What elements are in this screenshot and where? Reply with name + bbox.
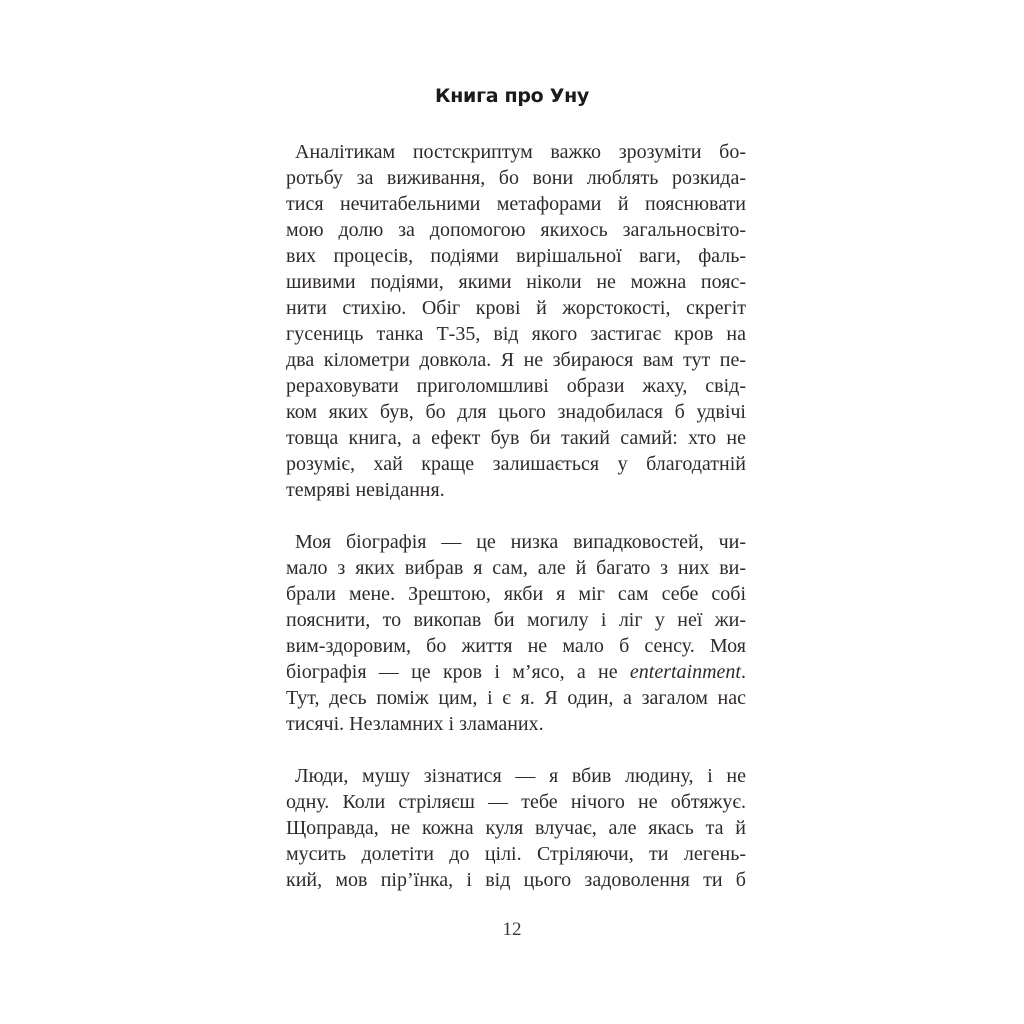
text-line: Щоправда, не кожна куля влучає, але якась та й <box>286 817 746 839</box>
text-segment: біографія — це кров і м’ясо, а не <box>286 661 630 683</box>
text-line: шивими подіями, якими ніколи не можна пояс- <box>286 271 746 293</box>
text-line: тися нечитабельними метафорами й пояснювати <box>286 193 746 215</box>
text-line: кий, мов пір’їнка, і від цього задоволення ти б <box>286 869 746 891</box>
text-line: ком яких був, бо для цього знадобилася б удвічі <box>286 401 746 423</box>
text-line: тисячі. Незламних і зламаних. <box>286 713 544 735</box>
text-line: ротьбу за виживання, бо вони люблять розкида- <box>286 167 746 189</box>
text-line: Моя біографія — це низка випадковостей, чи- <box>295 531 746 553</box>
body-text-column <box>286 139 746 919</box>
paragraph-2 <box>286 529 746 737</box>
text-line: темряві невідання. <box>286 479 445 501</box>
text-line: брали мене. Зрештою, якби я міг сам себе собі <box>286 583 746 605</box>
page-number: 12 <box>502 919 522 940</box>
italic-text: entertainment <box>629 661 741 683</box>
text-line: Люди, мушу зізнатися — я вбив людину, і не <box>295 765 746 787</box>
text-line: рераховувати приголомшливі образи жаху, свід- <box>286 375 746 397</box>
text-line-with-italic <box>286 659 746 685</box>
text-line: мою долю за допомогою якихось загальносвіто- <box>286 219 746 241</box>
paragraph-3 <box>286 763 746 893</box>
paragraph-1 <box>286 139 746 503</box>
text-line: мусить долетіти до цілі. Стріляючи, ти легень- <box>286 843 746 865</box>
text-line: одну. Коли стріляєш — тебе нічого не обтяжує. <box>286 791 746 813</box>
text-line: два кілометри довкола. Я не збираюся вам тут пе- <box>286 349 746 371</box>
text-line: Аналітикам постскриптум важко зрозуміти бо- <box>295 141 746 163</box>
text-line: розуміє, хай краще залишається у благодатній <box>286 453 746 475</box>
text-line: товща книга, а ефект був би такий самий: хто не <box>286 427 746 449</box>
text-line: вим-здоровим, бо життя не мало б сенсу. Моя <box>286 635 746 657</box>
text-segment: . <box>741 661 746 683</box>
text-line: мало з яких вибрав я сам, але й багато з них ви- <box>286 557 746 579</box>
text-line: гусениць танка Т-35, від якого застигає кров на <box>286 323 746 345</box>
text-line: нити стихію. Обіг крові й жорстокості, скрегіт <box>286 297 746 319</box>
text-line: Тут, десь поміж цим, і є я. Я один, а загалом нас <box>286 687 746 709</box>
text-line: вих процесів, подіями вирішальної ваги, фаль- <box>286 245 746 267</box>
running-header: Книга про Уну <box>435 85 589 107</box>
text-line: пояснити, то викопав би могилу і ліг у неї жи- <box>286 609 746 631</box>
